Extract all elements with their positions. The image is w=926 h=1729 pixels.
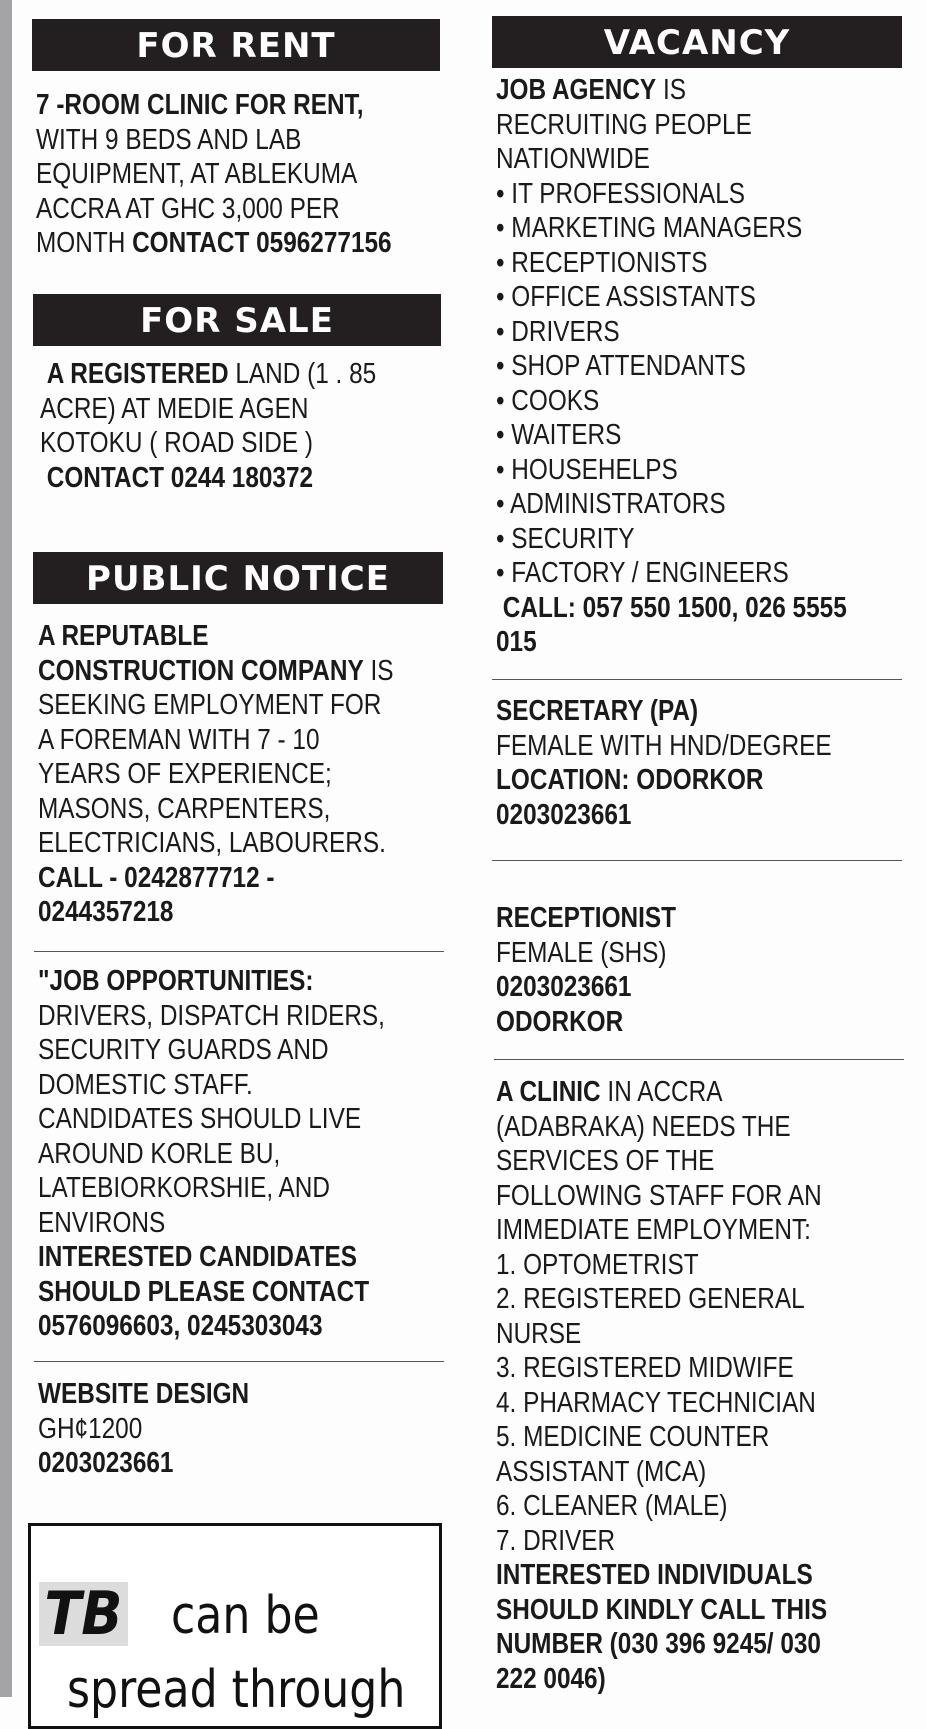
ad-line: KOTOKU ( ROAD SIDE ) <box>40 427 313 459</box>
list-item: 2. REGISTERED GENERAL <box>496 1283 805 1315</box>
ad-line: (ADABRAKA) NEEDS THE <box>496 1110 791 1143</box>
job-agency-ad <box>496 73 847 660</box>
ad-line: MASONS, CARPENTERS, <box>38 792 331 825</box>
ad-bold-text: 222 0046) <box>496 1662 606 1695</box>
for-sale-ad <box>40 357 376 495</box>
list-item: • WAITERS <box>496 419 622 451</box>
for-rent-ad <box>36 88 392 261</box>
list-item: ASSISTANT (MCA) <box>496 1455 707 1488</box>
list-item: • COOKS <box>496 384 600 417</box>
ad-bold-text: 0244357218 <box>38 896 174 928</box>
ad-line: SERVICES OF THE <box>496 1145 715 1177</box>
ad-line: RECRUITING PEOPLE <box>496 108 752 141</box>
divider <box>492 679 902 680</box>
ad-bold-text: SHOULD PLEASE CONTACT <box>38 1275 370 1308</box>
ad-bold-text: 7 -ROOM CLINIC FOR RENT, <box>36 89 364 121</box>
ad-line: MONTH <box>36 227 133 259</box>
divider <box>492 860 902 861</box>
ad-bold-text: A CLINIC <box>496 1076 601 1108</box>
list-item: 6. CLEANER (MALE) <box>496 1490 728 1522</box>
ad-bold-text: 015 <box>496 626 537 658</box>
list-item: • SECURITY <box>496 522 635 555</box>
tb-ad-text: can be <box>171 1586 320 1646</box>
ad-bold-text: INTERESTED INDIVIDUALS <box>496 1559 813 1591</box>
ad-bold-text: 0203023661 <box>38 1447 174 1479</box>
list-item: • IT PROFESSIONALS <box>496 177 746 210</box>
construction-ad <box>38 619 393 930</box>
ad-bold-text: CONTACT 0244 180372 <box>46 461 314 494</box>
ad-line: LATEBIORKORSHIE, AND <box>38 1172 330 1204</box>
list-item: • HOUSEHELPS <box>496 453 678 486</box>
ad-line: LAND (1 . 85 <box>228 358 377 390</box>
list-item: • DRIVERS <box>496 315 620 348</box>
divider <box>34 1361 444 1362</box>
secretary-ad <box>496 694 832 832</box>
ad-bold-text: WEBSITE DESIGN <box>38 1378 250 1410</box>
tb-logo-text: TB <box>39 1582 128 1646</box>
ad-bold-text: JOB AGENCY <box>496 74 657 106</box>
list-item: NURSE <box>496 1317 582 1350</box>
ad-line: FEMALE (SHS) <box>496 936 667 969</box>
list-item: 5. MEDICINE COUNTER <box>496 1421 770 1453</box>
for-rent-header: FOR RENT <box>32 19 440 71</box>
page-edge <box>0 0 12 1697</box>
ad-line: IS <box>363 654 394 687</box>
job-opportunities-ad <box>38 964 385 1344</box>
ad-line: DRIVERS, DISPATCH RIDERS, <box>38 999 385 1032</box>
vacancy-header: VACANCY <box>492 16 902 68</box>
ad-bold-text: NUMBER (030 396 9245/ 030 <box>496 1628 821 1660</box>
ad-bold-text: A REGISTERED <box>46 358 229 390</box>
ad-line: IMMEDIATE EMPLOYMENT: <box>496 1214 811 1246</box>
ad-line: A FOREMAN WITH 7 - 10 <box>38 723 320 756</box>
ad-bold-text: CONTACT 0596277156 <box>132 227 392 259</box>
list-item: 4. PHARMACY TECHNICIAN <box>496 1386 816 1419</box>
list-item: • RECEPTIONISTS <box>496 246 708 279</box>
list-item: • ADMINISTRATORS <box>496 488 726 520</box>
divider <box>34 951 444 952</box>
ad-line: SECURITY GUARDS AND <box>38 1034 329 1066</box>
ad-line: EQUIPMENT, AT ABLEKUMA <box>36 158 358 190</box>
for-sale-header: FOR SALE <box>33 294 441 346</box>
ad-line: AROUND KORLE BU, <box>38 1137 281 1170</box>
ad-line: GH¢1200 <box>38 1412 143 1445</box>
ad-bold-text: INTERESTED CANDIDATES <box>38 1241 357 1273</box>
ad-bold-text: LOCATION: ODORKOR <box>496 764 764 796</box>
list-item: • MARKETING MANAGERS <box>496 212 803 244</box>
divider <box>494 1059 904 1060</box>
list-item: • SHOP ATTENDANTS <box>496 350 746 382</box>
list-item: • FACTORY / ENGINEERS <box>496 557 789 589</box>
ad-line: WITH 9 BEDS AND LAB <box>36 123 302 156</box>
public-notice-header: PUBLIC NOTICE <box>33 552 443 604</box>
ad-bold-text: 0203023661 <box>496 971 632 1003</box>
ad-bold-text: RECEPTIONIST <box>496 902 677 934</box>
ad-bold-text: ODORKOR <box>496 1005 624 1038</box>
ad-line: IS <box>656 74 686 106</box>
ad-line: SEEKING EMPLOYMENT FOR <box>38 689 382 721</box>
list-item: 1. OPTOMETRIST <box>496 1248 699 1281</box>
ad-bold-text: SECRETARY (PA) <box>496 695 699 727</box>
receptionist-ad <box>496 901 676 1039</box>
list-item: 3. REGISTERED MIDWIFE <box>496 1352 794 1384</box>
ad-bold-text: 0576096603, 0245303043 <box>38 1310 323 1342</box>
ad-bold-text: CALL: 057 550 1500, 026 5555 <box>496 591 847 624</box>
ad-bold-text: CONSTRUCTION COMPANY <box>38 654 364 687</box>
tb-ad-text: spread through <box>67 1660 406 1720</box>
ad-bold-text: SHOULD KINDLY CALL THIS <box>496 1593 828 1626</box>
ad-line: CANDIDATES SHOULD LIVE <box>38 1103 362 1135</box>
ad-line: ENVIRONS <box>38 1206 166 1239</box>
ad-line: IN ACCRA <box>600 1076 723 1108</box>
tb-awareness-ad <box>28 1523 442 1729</box>
list-item: 7. DRIVER <box>496 1524 616 1557</box>
ad-line: ELECTRICIANS, LABOURERS. <box>38 827 386 859</box>
ad-bold-text: 0203023661 <box>496 798 632 831</box>
ad-line: YEARS OF EXPERIENCE; <box>38 758 332 790</box>
ad-line: FOLLOWING STAFF FOR AN <box>496 1179 822 1212</box>
ad-line: DOMESTIC STAFF. <box>38 1068 253 1101</box>
website-design-ad <box>38 1377 249 1481</box>
clinic-staff-ad <box>496 1075 827 1696</box>
ad-bold-text: "JOB OPPORTUNITIES: <box>38 965 314 997</box>
list-item: • OFFICE ASSISTANTS <box>496 281 756 313</box>
ad-line: NATIONWIDE <box>496 143 650 175</box>
ad-line: ACCRA AT GHC 3,000 PER <box>36 192 340 225</box>
ad-bold-text: CALL - 0242877712 - <box>38 861 275 894</box>
ad-bold-text: A REPUTABLE <box>38 620 209 652</box>
ad-line: ACRE) AT MEDIE AGEN <box>40 392 309 425</box>
ad-line: FEMALE WITH HND/DEGREE <box>496 729 832 762</box>
